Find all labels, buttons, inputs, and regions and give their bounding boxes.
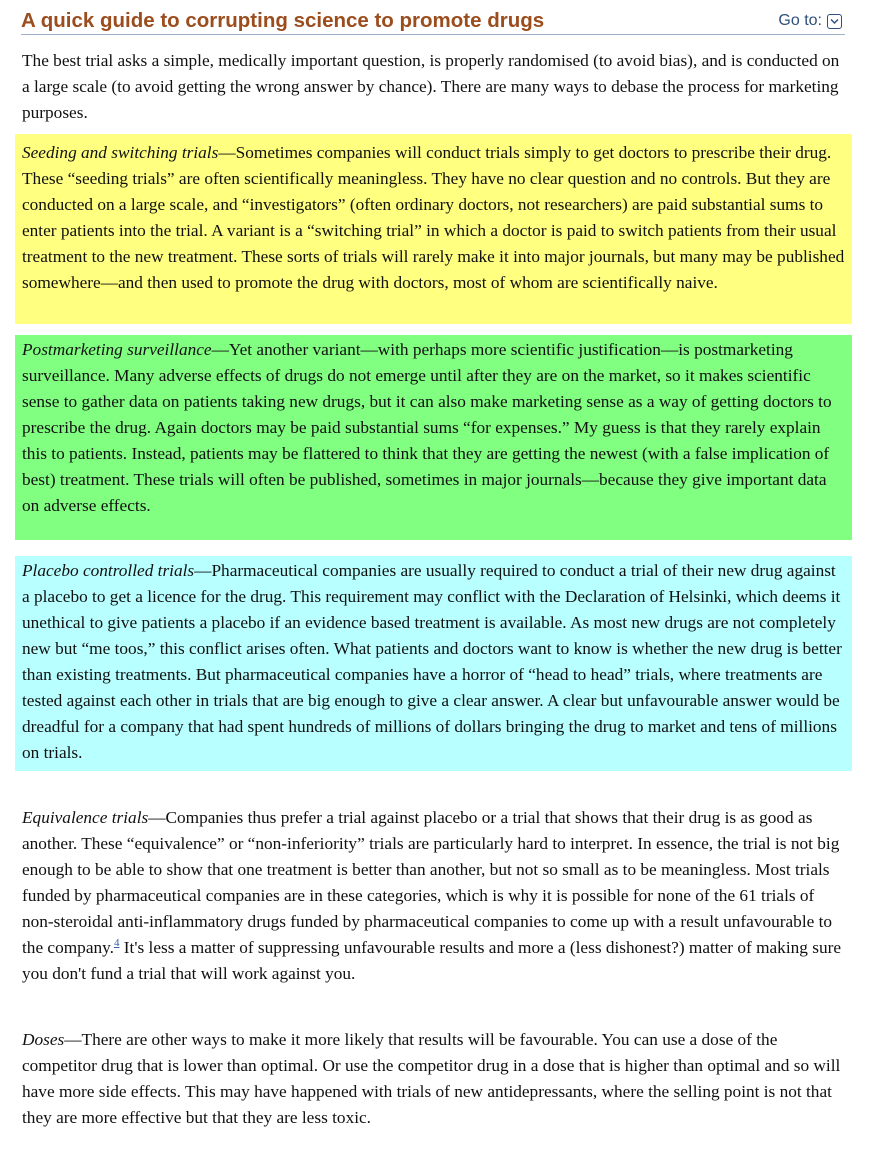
intro-text: The best trial asks a simple, medically important question, is properly randomised (to avoid bias), and is conducted on a large scale (to avoid getting the wrong answer by chance). There are many ways to debase the process for marketing purposes. [22, 51, 840, 122]
section-equivalence-trials [15, 805, 852, 987]
section-body: —Companies thus prefer a trial against placebo or a trial that shows that their drug is as good as another. These “equivalence” or “non-inferiority” trials are particularly hard to interpret. In essence, the trial is not big enough to be able to show that one treatment is better than another, but not so small as to be meaningless. Most trials funded by pharmaceutical companies are in these categories, which is why it is possible for none of the 61 trials of non-steroidal anti-inflammatory drugs funded by pharmaceutical companies to come up with a result unfavourable to the company. [22, 808, 840, 957]
section-postmarketing-surveillance [15, 335, 852, 540]
section-term: Seeding and switching trials [22, 143, 219, 162]
goto-label: Go to: [778, 12, 822, 29]
section-tail: It's less a matter of suppressing unfavourable results and more a (less dishonest?) matter of making sure you don't fund a trial that will work against you. [22, 938, 842, 983]
section-doses [15, 1027, 852, 1131]
section-seeding-trials [15, 134, 852, 324]
section-body: —Yet another variant—with perhaps more scientific justification—is postmarketing surveillance. Many adverse effects of drugs do not emerge until after they are on the market, so it makes scientific sense to gather data on patients taking new drugs, but it can also make marketing sense as a way of getting doctors to prescribe the drug. Again doctors may be paid substantial sums “for expenses.” My guess is that they rarely explain this to patients. Instead, patients may be flattered to think that they are getting the newest (with a false implication of best) treatment. These trials will often be published, sometimes in major journals—because they give important data on adverse effects. [22, 340, 832, 515]
section-body: —Pharmaceutical companies are usually required to conduct a trial of their new drug against a placebo to get a licence for the drug. This requirement may conflict with the Declaration of Helsinki, which deems it unethical to give patients a placebo if an evidence based treatment is available. As most new drugs are not completely new but “me toos,” this conflict arises often. What patients and doctors want to know is whether the new drug is better than existing treatments. But pharmaceutical companies have a horror of “head to head” trials, where treatments are tested against each other in trials that are big enough to give a clear answer. A clear but unfavourable answer would be dreadful for a company that had spent hundreds of millions of dollars bringing the drug to market and tens of millions on trials. [22, 561, 842, 762]
section-placebo-controlled-trials [15, 556, 852, 771]
section-text [22, 1027, 845, 1131]
section-term: Equivalence trials [22, 808, 149, 827]
section-term: Placebo controlled trials [22, 561, 195, 580]
chevron-down-icon[interactable] [827, 14, 842, 29]
goto-menu-button[interactable] [778, 12, 842, 30]
section-text [22, 805, 845, 987]
section-text [22, 140, 845, 296]
section-text [22, 337, 845, 519]
page-title: A quick guide to corrupting science to promote drugs [21, 9, 545, 32]
page-header [21, 8, 845, 35]
section-text [22, 558, 845, 766]
section-body: —Sometimes companies will conduct trials simply to get doctors to prescribe their drug. These “seeding trials” are often scientifically meaningless. They have no clear question and no controls. But they are conducted on a large scale, and “investigators” (often ordinary doctors, not researchers) are paid substantial sums to enter patients into the trial. A variant is a “switching trial” in which a doctor is paid to switch patients from their usual treatment to the new treatment. These sorts of trials will rarely make it into major journals, but many may be published somewhere—and then used to promote the drug with doctors, most of whom are scientifically naive. [22, 143, 845, 292]
section-body: —There are other ways to make it more likely that results will be favourable. You can use a dose of the competitor drug that is lower than optimal. Or use the competitor drug in a dose that is higher than optimal and so will have more side effects. This may have happened with trials of new antidepressants, where the selling point is not that they are more effective but that they are less toxic. [22, 1030, 841, 1127]
section-term: Doses [22, 1030, 65, 1049]
intro-paragraph [15, 48, 852, 126]
reference-link[interactable]: 4 [113, 937, 120, 949]
section-term: Postmarketing surveillance [22, 340, 212, 359]
